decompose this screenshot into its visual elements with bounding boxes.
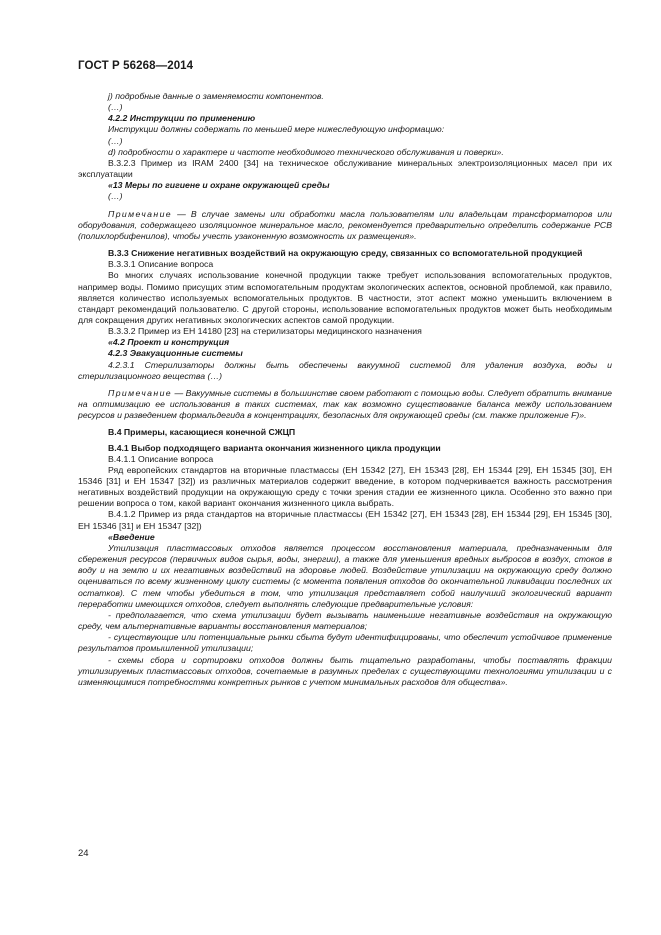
subsection-heading: «4.2 Проект и конструкция — [108, 337, 230, 348]
subsection-heading: «13 Меры по гигиене и охране окружающей среды — [108, 180, 330, 191]
paragraph: Ряд европейских стандартов на вторичные пластмассы (ЕН 15342 [27], ЕН 15343 [28], ЕН 15344 [29], ЕН 15345 [30], ЕН 15346 [31] и ЕН 15347 [32]) из различных материалов содержит введение, в котором подчеркивается важность рассмотрения негативных воздействий продукции на окружающую среду с точки зрения стадии ее жизненного цикла. Особенно это важно при решении вопроса о том, какой вариант окончания жизненного цикла выбрать. — [78, 464, 612, 509]
text-line: (…) — [108, 102, 123, 113]
note-text: — Вакуумные системы в большинстве своем работают с помощью воды. Следует обратить внимание на оптимизацию ее использования в таких системах, так как возможно существование баланса между использованием ресурсов и разведением формальдегида в концентрациях, безопасных для окружающей среды (см. также приложение F)». — [78, 387, 612, 421]
paragraph: В.3.3.2 Пример из ЕН 14180 [23] на стерилизаторы медицинского назначения — [108, 326, 422, 337]
note-paragraph — [78, 209, 612, 242]
list-item: - схемы сбора и сортировки отходов должны быть тщательно разработаны, чтобы поставлять фракции утилизируемых пластмассовых отходов, сочетаемые в разумных пределах с существующими технологиями утилизации и с изменяющимися потребностями конкретных рынков с учетом минимальных расходов для общества». — [78, 654, 612, 687]
text-line: (…) — [108, 191, 123, 202]
text-line: (…) — [108, 135, 123, 146]
paragraph: Во многих случаях использование конечной продукции также требует использования вспомогательных продуктов, например воды. Помимо присущих этим вспомогательным продуктам экологических аспектов, основной проблемой, как правило, является количество используемых вспомогательных продуктов. В частности, этот аспект можно уменьшить включением в стандарт рекомендаций пользователю. С другой стороны, использование вспомогательных продуктов может быть необходимым для сокращения других негативных экологических аспектов самой продукции. — [78, 270, 612, 325]
paragraph: В.3.2.3 Пример из IRAM 2400 [34] на техническое обслуживание минеральных электроизоляционных масел при их эксплуатации — [78, 157, 612, 180]
section-heading: В.4 Примеры, касающиеся конечной СЖЦП — [108, 427, 296, 438]
text-line: Утилизация пластмассовых отходов является процессом восстановления материала, предназначенным для сбережения ресурсов (первичных видов сырья, воды, энергии), а также для уменьшения вредных выбросов в воздух, стоков в воду и на землю и их негативных воздействий на здоровье людей. Воздействие утилизации на окружающую среду должно оцениваться по всему жизненному циклу системы (с момента появления отходов до окончательной ликвидации последних их остатков). С тем чтобы убедиться в том, что утилизация представляет собой наилучший экологический вариант переработки имеющихся отходов, следует выполнять следующие предварительные условия: — [78, 542, 612, 609]
document-body — [78, 91, 612, 688]
text-line: j) подробные данные о заменяемости компонентов. — [108, 91, 324, 101]
list-item: - предполагается, что схема утилизации будет вызывать наименьшие негативные воздействия на окружающую среду, чем альтернативные варианты восстановления материалов; — [78, 609, 612, 632]
text-line: d) подробности о характере и частоте необходимого технического обслуживания и поверки». — [108, 146, 504, 157]
paragraph: В.4.1.2 Пример из ряда стандартов на вторичные пластмассы (ЕН 15342 [27], ЕН 15343 [28], ЕН 15344 [29], ЕН 15345 [30], ЕН 15346 [31] и ЕН 15347 [32]) — [78, 509, 612, 531]
note-label: Примечание — [108, 387, 173, 398]
note-paragraph — [78, 388, 612, 421]
note-label: Примечание — [108, 208, 173, 219]
note-text: — В случае замены или обработки масла пользователям или владельцам трансформаторов или оборудования, содержащего изоляционное минеральное масло, рекомендуется предварительно определить содержание PCB (полихлорбифенилов), чтобы учесть узаконенную возможность их размещения». — [78, 208, 612, 241]
section-heading: В.3.3 Снижение негативных воздействий на окружающую среду, связанных со вспомогательной продукцией — [108, 248, 583, 259]
subsection-heading: 4.2.3 Эвакуационные системы — [108, 348, 243, 359]
list-item: - существующие или потенциальные рынки сбыта будут идентифицированы, что обеспечит устойчивое применение результатов промышленной утилизации; — [78, 632, 612, 654]
subsection-heading: «Введение — [108, 531, 155, 542]
section-heading: В.4.1 Выбор подходящего варианта окончания жизненного цикла продукции — [108, 442, 441, 453]
text-line: Инструкции должны содержать по меньшей мере нижеследующую информацию: — [108, 124, 445, 135]
document-code-header: ГОСТ Р 56268—2014 — [78, 60, 194, 72]
paragraph: В.3.3.1 Описание вопроса — [108, 259, 214, 270]
text-line: 4.2.3.1 Стерилизаторы должны быть обеспечены вакуумной системой для удаления воздуха, воды и стерилизационного вещества (…) — [78, 359, 612, 381]
subsection-heading: 4.2.2 Инструкции по применению — [108, 113, 256, 124]
paragraph: В.4.1.1 Описание вопроса — [108, 453, 214, 464]
page-number: 24 — [78, 848, 89, 859]
